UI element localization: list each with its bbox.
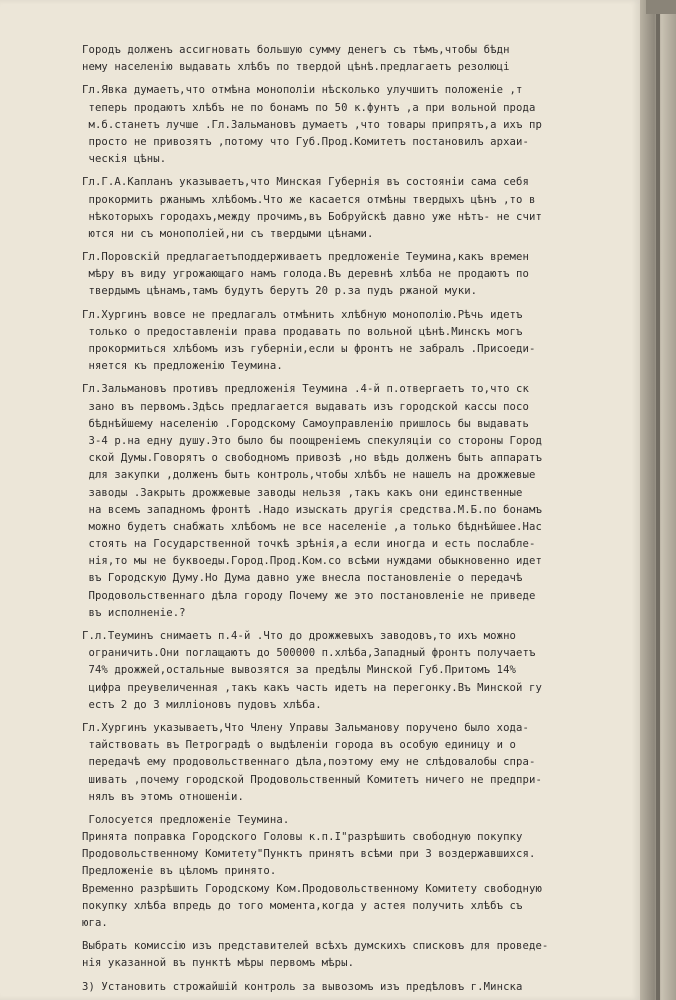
text-line: можно будетъ снабжать хлѣбомъ не все населеніе ,а только бѣднѣйшее.Нас — [82, 520, 542, 533]
text-line: 3-4 р.на едну душу.Это было бы поощреніемъ спекуляціи со стороны Город — [82, 434, 542, 447]
text-line: заводы .Закрыть дрожжевые заводы нельзя ,такъ какъ они единственные — [82, 486, 523, 499]
paragraph — [82, 381, 634, 622]
text-line: м.б.станетъ лучше .Гл.Зальмановъ думаетъ ,что товары припрятъ,а ихъ пр — [82, 118, 542, 131]
text-line: только о предоставленіи права продавать по вольной цѣнѣ.Минскъ могъ — [82, 325, 523, 338]
text-line: Предложеніе въ цѣломъ принято. — [82, 865, 277, 878]
binding-strip — [656, 0, 660, 1000]
text-line: въ Городскую Думу.Но Дума давно уже внесла постановленіе о передачѣ — [82, 572, 523, 585]
text-line: мѣру въ виду угрожающаго намъ голода.Въ деревнѣ хлѣба не продаютъ по — [82, 268, 529, 281]
text-line: Гл.Хургинъ указываетъ,Что Члену Управы Зальманову поручено было хода- — [82, 721, 529, 734]
text-line: нѣкоторыхъ городахъ,между прочимъ,въ Бобруйскѣ давно уже нѣтъ- не счит — [82, 210, 542, 223]
text-line: 3) Установить строжайшій контроль за вывозомъ изъ предѣловъ г.Минска — [82, 980, 523, 993]
text-line: для закупки ,долженъ быть контроль,чтобы хлѣбъ не нашелъ на дрожжевые — [82, 469, 536, 482]
text-line: цифра преувеличенная ,такъ какъ часть идетъ на перегонку.Въ Минской гу — [82, 681, 542, 694]
paragraph — [82, 720, 634, 806]
paragraph — [82, 307, 634, 376]
text-line: нему населенію выдавать хлѣбъ по твердой цѣнѣ.предлагаетъ резолюці — [82, 61, 510, 74]
paragraph — [82, 82, 634, 168]
text-line: естъ 2 до 3 милліоновъ пудовъ хлѣба. — [82, 698, 322, 711]
text-line: Продовольственнаго дѣла городу Почему же это постановленіе не приведе — [82, 589, 536, 602]
text-line: ограничить.Они поглащаютъ до 500000 п.хлѣба,Западный фронтъ получаетъ — [82, 647, 536, 660]
paragraph — [82, 249, 634, 301]
text-line: нія указанной въ пунктѣ мѣры первомъ мѣры. — [82, 957, 355, 970]
text-line: Голосуется предложеніе Теумина. — [82, 813, 290, 826]
text-line: ческія цѣны. — [82, 153, 167, 166]
corner-tab — [646, 0, 676, 14]
document-text — [82, 42, 634, 993]
text-line: шивать ,почему городской Продовольственный Комитетъ ничего не предпри- — [82, 773, 542, 786]
text-line: Продовольственному Комитету"Пунктъ принятъ всѣми при 3 воздержавшихся. — [82, 848, 536, 861]
text-line: Временно разрѣшить Городскому Ком.Продовольственному Комитету свободную — [82, 882, 542, 895]
paragraph — [82, 979, 634, 996]
paragraph — [82, 174, 634, 243]
text-line: Гл.Поровскій предлагаетъподдерживаетъ предложеніе Теумина,какъ времен — [82, 251, 529, 264]
text-line: юга. — [82, 917, 108, 929]
text-line: нялъ въ этомъ отношеніи. — [82, 790, 244, 803]
text-line: просто не привозятъ ,потому что Губ.Прод.Комитетъ постановилъ архаи- — [82, 135, 529, 148]
paragraph — [82, 628, 634, 714]
text-line: тайствовать въ Петроградѣ о выдѣленіи города въ особую единицу и о — [82, 739, 517, 752]
text-line: зано въ первомъ.Здѣсь предлагается выдавать изъ городской кассы посо — [82, 400, 529, 413]
text-line: Гл.Явка думаетъ,что отмѣна монополіи нѣсколько улучшитъ положеніе ,т — [82, 84, 523, 97]
text-line: теперь продаютъ хлѣбъ не по бонамъ по 50 к.фунтъ ,а при вольной прода — [82, 101, 536, 114]
paragraph — [82, 938, 634, 972]
text-line: Принята поправка Городского Головы к.п.I"разрѣшить свободную покупку — [82, 831, 523, 844]
text-line: Гл.Хургинъ вовсе не предлагалъ отмѣнить хлѣбную монополію.Рѣчь идетъ — [82, 308, 523, 321]
text-line: ются ни съ монополіей,ни съ твердыми цѣнами. — [82, 227, 374, 240]
text-line: Гл.Г.А.Капланъ указываетъ,что Минская Губернія въ состояніи сама себя — [82, 176, 529, 189]
text-line: передачѣ ему продовольственнаго дѣла,поэтому ему не слѣдовалобы спра- — [82, 756, 536, 769]
text-line: стоять на Государственной точкѣ зрѣнія,а если иногда и есть послабле- — [82, 538, 536, 551]
text-line: прокормить ржанымъ хлѣбомъ.Что же касается отмѣны твердыхъ цѣнъ ,то в — [82, 193, 536, 206]
text-line: няется къ предложенію Теумина. — [82, 360, 283, 373]
text-line: на всемъ западномъ фронтѣ .Надо изыскать другія средства.М.Б.по бонамъ — [82, 503, 542, 516]
text-line: Гл.Зальмановъ противъ предложенія Теумина .4-й п.отвергаетъ то,что ск — [82, 383, 529, 396]
text-line: покупку хлѣба впредь до того момента,когда у астея получить хлѣбъ съ — [82, 899, 523, 912]
text-line: твердымъ цѣнамъ,тамъ будутъ берутъ 20 р.за пудъ ржаной муки. — [82, 285, 478, 298]
text-line: 74% дрожжей,остальные вывозятся за предѣлы Минской Губ.Притомъ 14% — [82, 664, 517, 677]
text-line: ской Думы.Говорятъ о свободномъ привозѣ ,но вѣдь долженъ быть аппаратъ — [82, 452, 542, 465]
text-line: Выбрать комиссію изъ представителей всѣхъ думскихъ списковъ для проведе- — [82, 940, 549, 953]
text-line: Г.л.Теуминъ снимаетъ п.4-й .Что до дрожжевыхъ заводовъ,то ихъ можно — [82, 630, 517, 642]
paragraph — [82, 812, 634, 932]
text-line: Городъ долженъ ассигновать большую сумму денегъ съ тѣмъ,чтобы бѣдн — [82, 44, 510, 56]
text-line: нія,то мы не буквоеды.Город.Прод.Ком.со всѣми нуждами обыкновенно идет — [82, 555, 542, 568]
text-line: въ исполненіе.? — [82, 606, 186, 619]
paragraph — [82, 42, 634, 76]
text-line: прокормиться хлѣбомъ изъ губерніи,если ы фронтъ не забралъ .Присоеди- — [82, 343, 536, 355]
text-line: бѣднѣйшему населенію .Городскому Самоуправленію пришлось бы выдавать — [82, 417, 529, 430]
